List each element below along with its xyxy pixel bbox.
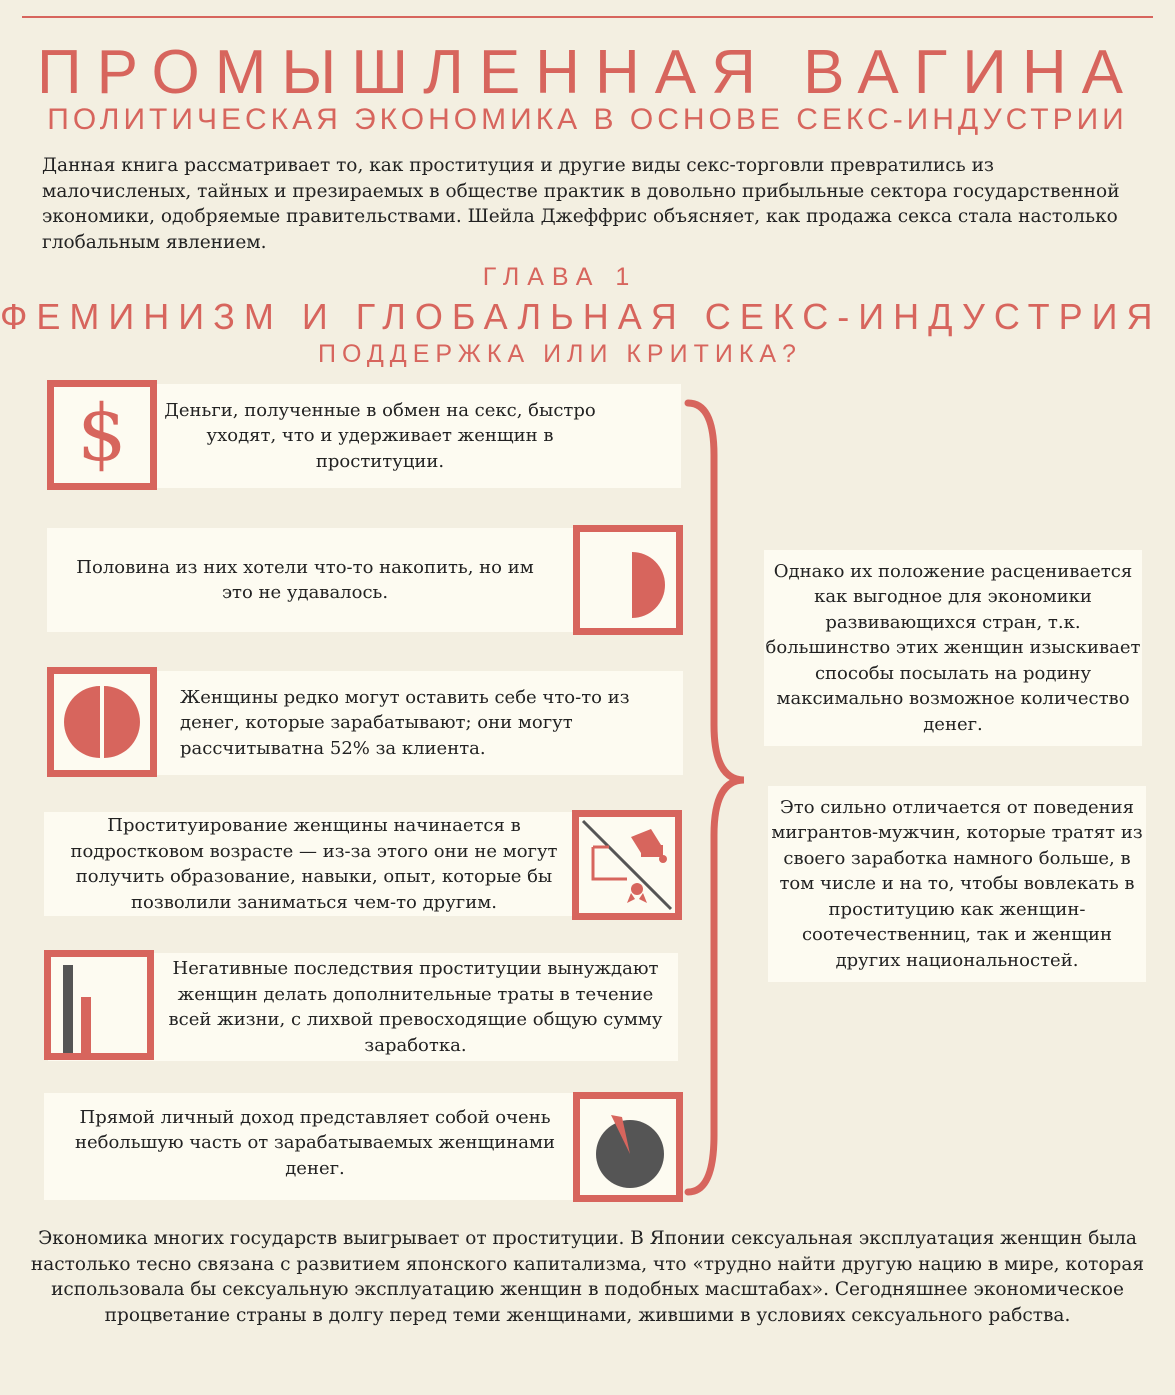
top-rule [22,16,1153,18]
half-circle-icon [573,525,683,635]
bar-chart-icon [44,950,154,1060]
intro-paragraph: Данная книга рассматривает то, как проституция и другие виды секс-торговли превратились из малочисленых, тайных и презираемых в обществе практик в довольно прибыльные сектора государственной экономики, одобряемые правительствами. Шейла Джеффрис объясняет, как продажа секса стала настолько глобальным явлением. [42,155,1120,253]
point-text-6: Прямой личный доход представляет собой очень небольшую часть от зарабатываемых женщинами денег. [74,1106,556,1179]
chapter-subtitle: ПОДДЕРЖКА ИЛИ КРИТИКА? [318,340,802,368]
chapter-label: ГЛАВА 1 [482,263,638,291]
curly-brace [680,395,770,1200]
no-education-icon [572,810,682,920]
point-text-4: Проституирование женщины начинается в подростковом возрасте — из-за этого они не могут получить образование, навыки, опыт, которые бы позволили заниматься чем-то другим. [70,815,558,913]
chapter-title: ФЕМИНИЗМ И ГЛОБАЛЬНАЯ СЕКС-ИНДУСТРИЯ [0,296,1162,337]
point-text-1: Деньги, полученные в обмен на секс, быстро уходят, что и удерживает женщин в проституции. [164,399,596,472]
page-subtitle: ПОЛИТИЧЕСКАЯ ЭКОНОМИКА В ОСНОВЕ СЕКС-ИНДУСТРИИ [47,103,1128,136]
pie-chart-icon [573,1092,683,1202]
side-card-1: Однако их положение расценивается как выгодное для экономики развивающихся стран, т.к. большинство этих женщин изыскивает способы посылать на родину максимально возможное количество денег. [764,550,1142,746]
point-text-2: Половина из них хотели что-то накопить, но им это не удавалось. [76,556,534,603]
dollar-icon: $ [47,380,157,490]
outro-paragraph: Экономика многих государств выигрывает от проституции. В Японии сексуальная эксплуатация женщин была настолько тесно связана с развитием японского капитализма, что «трудно найти другую нацию в мире, которая использовала бы сексуальную эксплуатацию женщин в подобных масштабах». Сегодняшнее экономическое процветание страны в долгу перед теми женщинами, жившими в условиях сексуального рабства. [30,1228,1145,1326]
page-title: ПРОМЫШЛЕННАЯ ВАГИНА [37,38,1138,107]
split-circle-icon [47,667,157,777]
point-text-5: Негативные последствия проституции вынуждают женщин делать дополнительные траты в течение всей жизни, с лихвой превосходящие общую сумму заработка. [168,958,663,1056]
point-text-3: Женщины редко могут оставить себе что-то из денег, которые зарабатывают; они могут рассчитыватна 52% за клиента. [180,686,630,759]
side-card-2: Это сильно отличается от поведения мигрантов-мужчин, которые тратят из своего заработка намного больше, в том числе и на то, чтобы вовлекать в проституцию как женщин-соотечественниц, так и женщин других национальностей. [768,786,1146,982]
